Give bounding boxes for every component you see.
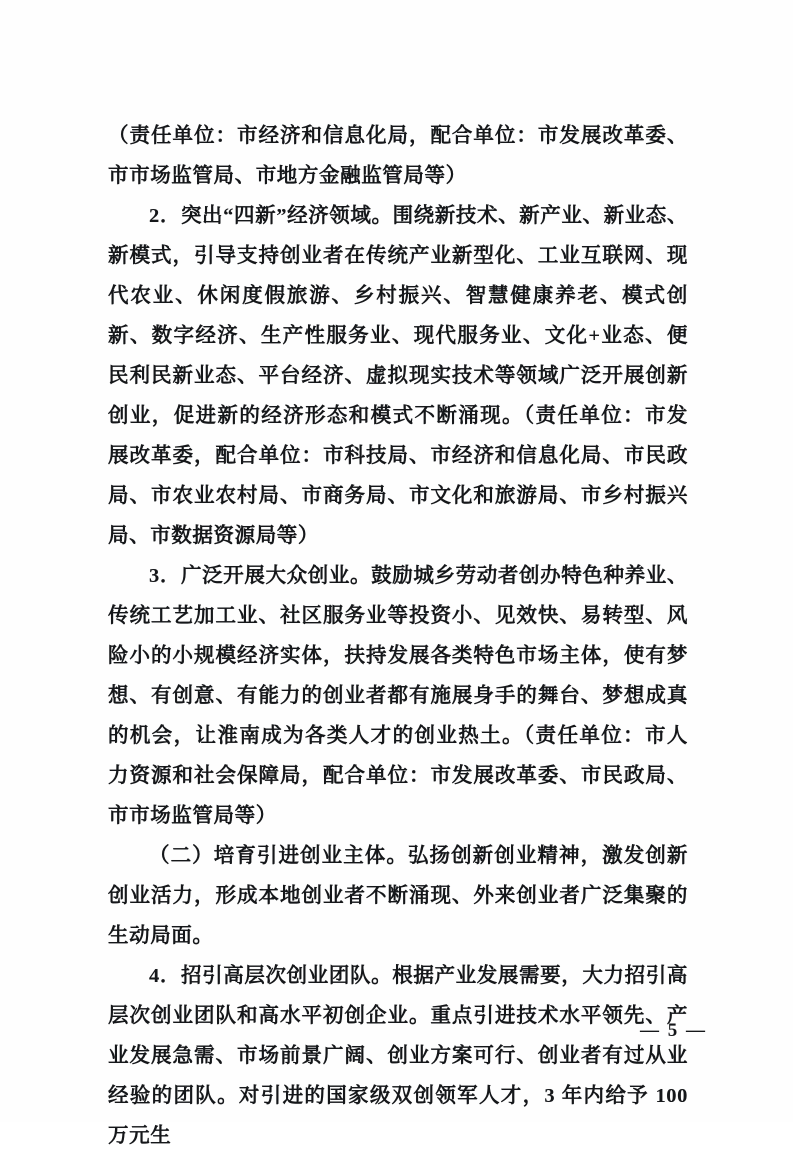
page-number: — 5 —: [640, 1020, 707, 1041]
document-body: [108, 116, 688, 1156]
paragraph-section-2-cultivate-subjects: （二）培育引进创业主体。弘扬创新创业精神，激发创新创业活力，形成本地创业者不断涌现、外来创业者广泛集聚的生动局面。: [108, 845, 688, 947]
paragraph-item-4-high-level-teams: 4．招引高层次创业团队。根据产业发展需要，大力招引高层次创业团队和高水平初创企业。重点引进技术水平领先、产业发展急需、市场前景广阔、创业方案可行、创业者有过从业经验的团队。对引进的国家级双创领军人才，3 年内给予 100 万元生: [108, 965, 688, 1147]
paragraph-item-2-new-economy: 2．突出“四新”经济领域。围绕新技术、新产业、新业态、新模式，引导支持创业者在传统产业新型化、工业互联网、现代农业、休闲度假旅游、乡村振兴、智慧健康养老、模式创新、数字经济、生产性服务业、现代服务业、文化+业态、便民利民新业态、平台经济、虚拟现实技术等领域广泛开展创新创业，促进新的经济形态和模式不断涌现。（责任单位：市发展改革委，配合单位：市科技局、市经济和信息化局、市民政局、市农业农村局、市商务局、市文化和旅游局、市乡村振兴局、市数据资源局等）: [108, 205, 688, 547]
paragraph-item-3-mass-entrepreneurship: 3．广泛开展大众创业。鼓励城乡劳动者创办特色种养业、传统工艺加工业、社区服务业等投资小、见效快、易转型、风险小的小规模经济实体，扶持发展各类特色市场主体，使有梦想、有创意、有能力的创业者都有施展身手的舞台、梦想成真的机会，让淮南成为各类人才的创业热土。（责任单位：市人力资源和社会保障局，配合单位：市发展改革委、市民政局、市市场监管局等）: [108, 565, 688, 827]
paragraph-responsible-unit-note: （责任单位：市经济和信息化局，配合单位：市发展改革委、市市场监管局、市地方金融监管局等）: [108, 125, 688, 187]
